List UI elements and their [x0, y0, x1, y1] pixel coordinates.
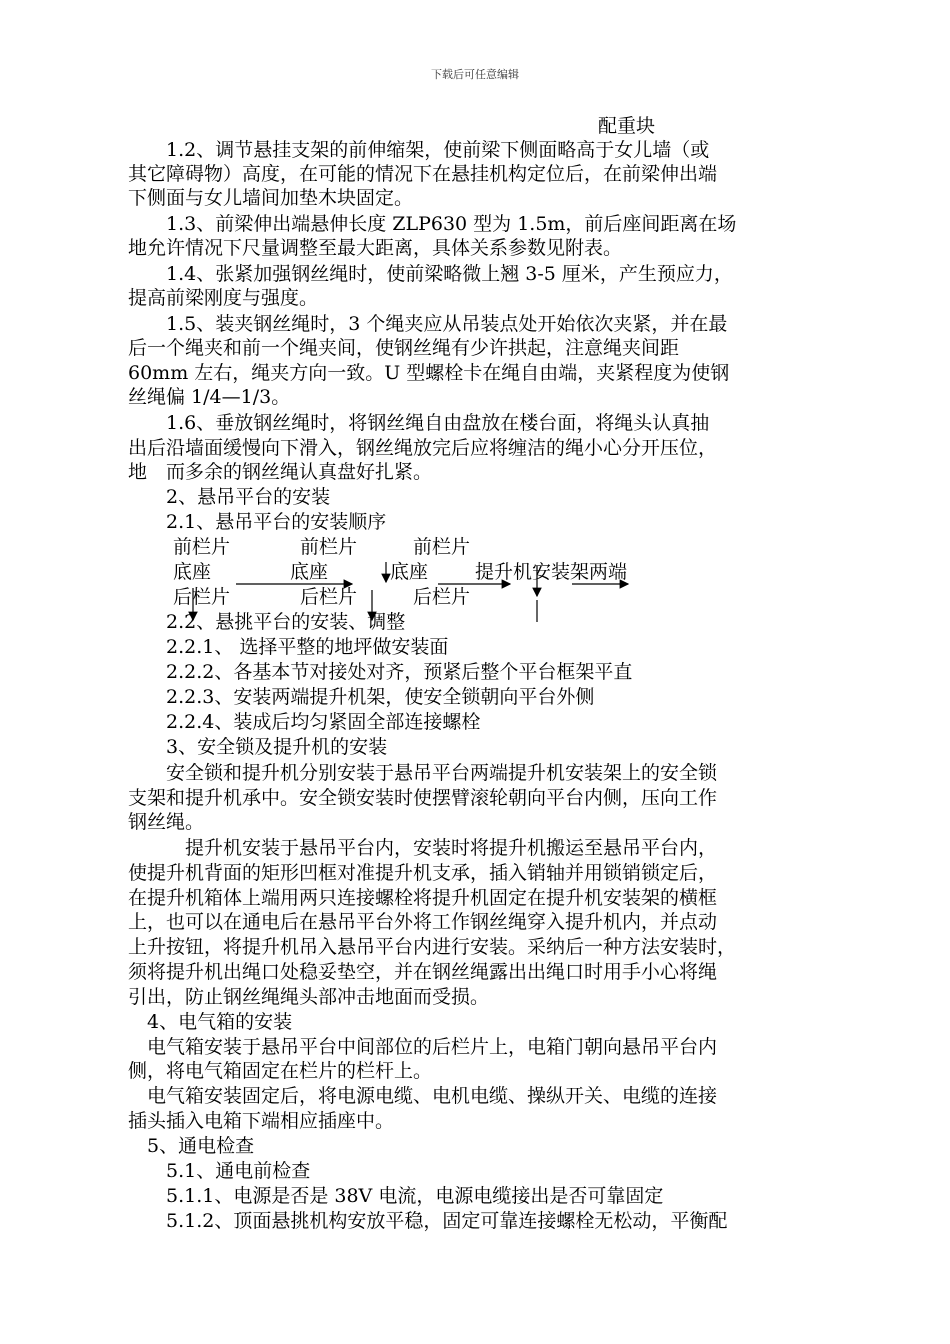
base-label: 底座 [390, 561, 429, 583]
text-line: 插头插入电箱下端相应插座中。 [128, 1110, 395, 1132]
text-line: 2.1、悬吊平台的安装顺序 [128, 511, 387, 533]
text-line: 钢丝绳。 [128, 811, 205, 833]
text-line: 3、安全锁及提升机的安装 [128, 736, 388, 758]
text-line: 5.1.1、电源是否是 38V 电流，电源电缆接出是否可靠固定 [128, 1185, 664, 1207]
text-line: 下侧面与女儿墙间加垫木块固定。 [128, 187, 414, 209]
text-line: 4、电气箱的安装 [128, 1011, 293, 1033]
text-line: 2.2.1、 选择平整的地坪做安装面 [128, 636, 449, 658]
counterweight-label: 配重块 [598, 115, 656, 137]
text-line: 提升机安装于悬吊平台内，安装时将提升机搬运至悬吊平台内， [128, 837, 718, 859]
text-line: 2、悬吊平台的安装 [128, 486, 331, 508]
text-line: 使提升机背面的矩形凹框对准提升机支承，插入销轴并用锁销锁定后， [128, 862, 718, 884]
text-line: 丝绳偏 1/4—1/3。 [128, 386, 291, 408]
text-line: 1.4、张紧加强钢丝绳时，使前梁略微上翘 3-5 厘米，产生预应力， [128, 263, 733, 285]
text-line: 地 而多余的钢丝绳认真盘好扎紧。 [128, 461, 433, 483]
text-line: 支架和提升机承中。安全锁安装时使摆臂滚轮朝向平台内侧，压向工作 [128, 787, 718, 809]
text-line: 60mm 左右，绳夹方向一致。U 型螺栓卡在绳自由端，夹紧程度为使钢 [128, 362, 730, 384]
text-line: 出后沿墙面缓慢向下滑入，钢丝绳放完后应将缠洁的绳小心分开压位， [128, 437, 718, 459]
text-line: 在提升机箱体上端用两只连接螺栓将提升机固定在提升机安装架的横框 [128, 887, 718, 909]
text-line: 上，也可以在通电后在悬吊平台外将工作钢丝绳穿入提升机内，并点动 [128, 911, 718, 933]
text-line: 地允许情况下尺量调整至最大距离，具体关系参数见附表。 [128, 237, 623, 259]
text-line: 1.6、垂放钢丝绳时，将钢丝绳自由盘放在楼台面，将绳头认真抽 [128, 412, 710, 434]
text-line: 提高前梁刚度与强度。 [128, 287, 319, 309]
front-rail-label: 前栏片 [413, 536, 471, 558]
text-line: 上升按钮，将提升机吊入悬吊平台内进行安装。采纳后一种方法安装时， [128, 936, 737, 958]
text-line: 侧，将电气箱固定在栏片的栏杆上。 [128, 1060, 433, 1082]
front-rail-label: 前栏片 [173, 536, 231, 558]
rear-rail-label: 后栏片 [413, 586, 471, 608]
text-line: 电气箱安装固定后，将电源电缆、电机电缆、操纵开关、电缆的连接 [128, 1085, 718, 1107]
rear-rail-label: 后栏片 [173, 586, 231, 608]
base-label: 底座 [173, 561, 212, 583]
text-line: 1.2、调节悬挂支架的前伸缩架，使前梁下侧面略高于女儿墙（或 [128, 139, 710, 161]
text-line: 安全锁和提升机分别安装于悬吊平台两端提升机安装架上的安全锁 [128, 762, 718, 784]
text-line: 1.5、装夹钢丝绳时，3 个绳夹应从吊装点处开始依次夹紧，并在最 [128, 313, 728, 335]
text-line: 2.2、悬挑平台的安装、调整 [128, 611, 406, 633]
text-line: 5、通电检查 [128, 1135, 255, 1157]
text-line: 2.2.3、安装两端提升机架，使安全锁朝向平台外侧 [128, 686, 595, 708]
page-header: 下载后可任意编辑 [431, 68, 519, 81]
text-line: 电气箱安装于悬吊平台中间部位的后栏片上，电箱门朝向悬吊平台内 [128, 1036, 718, 1058]
text-line: 2.2.2、各基本节对接处对齐，预紧后整个平台框架平直 [128, 661, 633, 683]
text-line: 5.1.2、顶面悬挑机构安放平稳，固定可靠连接螺栓无松动，平衡配 [128, 1210, 728, 1232]
front-rail-label: 前栏片 [300, 536, 358, 558]
text-line: 5.1、通电前检查 [128, 1160, 311, 1182]
text-line: 2.2.4、装成后均匀紧固全部连接螺栓 [128, 711, 481, 733]
text-line: 引出，防止钢丝绳绳头部冲击地面而受损。 [128, 986, 490, 1008]
base-label: 底座 [290, 561, 329, 583]
text-line: 1.3、前梁伸出端悬伸长度 ZLP630 型为 1.5m，前后座间距离在场 [128, 213, 737, 235]
text-line: 须将提升机出绳口处稳妥垫空，并在钢丝绳露出出绳口时用手小心将绳 [128, 961, 718, 983]
rear-rail-label: 后栏片 [300, 586, 358, 608]
text-line: 后一个绳夹和前一个绳夹间，使钢丝绳有少许拱起，注意绳夹间距 [128, 337, 680, 359]
text-line: 其它障碍物）高度，在可能的情况下在悬挂机构定位后，在前梁伸出端 [128, 163, 718, 185]
hoist-frame-label: 提升机安装架两端 [475, 561, 628, 583]
